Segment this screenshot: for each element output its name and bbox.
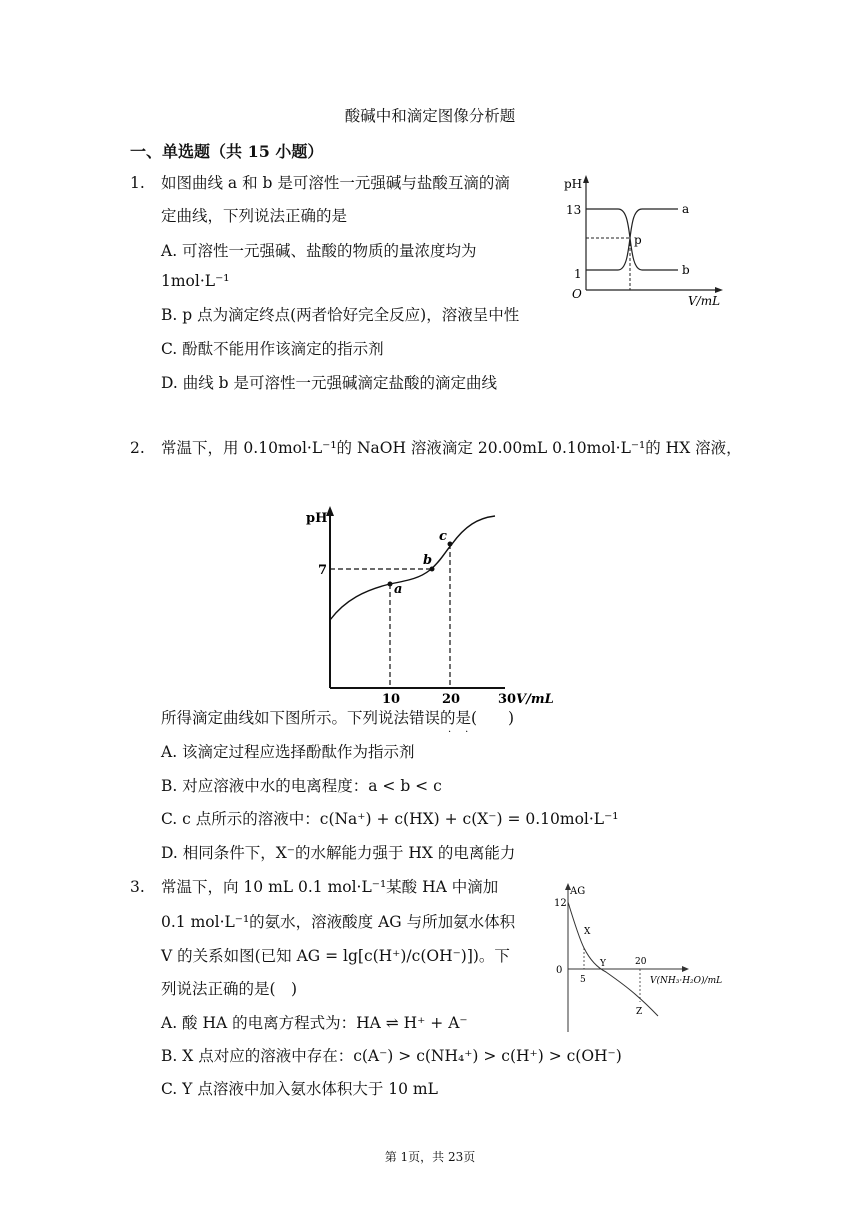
x-axis-label: V/mL xyxy=(688,294,721,307)
tick-7: 7 xyxy=(318,563,328,578)
question-stem: V 的关系如图(已知 AG = lg[c(H⁺)/c(OH⁻)])。下 xyxy=(161,947,510,965)
page-title: 酸碱中和滴定图像分析题 xyxy=(344,107,516,125)
question-number: 1. xyxy=(130,174,145,192)
point-c-label: c xyxy=(439,529,447,544)
option-a: A. 该滴定过程应选择酚酞作为指示剂 xyxy=(161,743,415,761)
curve-b xyxy=(586,238,678,270)
point-a xyxy=(388,582,393,587)
emphasis-dots: ·· xyxy=(448,727,483,738)
question-stem: 如图曲线 a 和 b 是可溶性一元强碱与盐酸互滴的滴 xyxy=(161,174,510,192)
question-stem: 列说法正确的是( ) xyxy=(161,980,298,998)
titration-graph-2 xyxy=(300,500,570,710)
curve-a xyxy=(586,209,678,238)
tick-0: 0 xyxy=(556,965,563,976)
ag-graph-3 xyxy=(550,880,735,1040)
tick-20: 20 xyxy=(442,692,461,707)
curve-a-label: a xyxy=(682,202,690,216)
page-footer: 第 1页，共 23页 xyxy=(384,1150,476,1164)
point-b-label: b xyxy=(423,553,433,568)
option-d: D. 曲线 b 是可溶性一元强碱滴定盐酸的滴定曲线 xyxy=(161,374,498,392)
option-a: A. 可溶性一元强碱、盐酸的物质的量浓度均为 xyxy=(161,242,477,260)
question-stem: 所得滴定曲线如下图所示。下列说法错误的是( ) xyxy=(161,709,515,727)
point-y-label: Y xyxy=(600,959,606,969)
option-c: C. 酚酞不能用作该滴定的指示剂 xyxy=(161,340,384,358)
tick-1: 1 xyxy=(574,267,582,281)
option-b: B. 对应溶液中水的电离程度：a < b < c xyxy=(161,777,442,795)
x-axis-label: V/mL xyxy=(516,692,554,707)
y-axis-label: pH xyxy=(306,511,328,526)
tick-12: 12 xyxy=(554,898,567,909)
option-a-cont: 1mol·L⁻¹ xyxy=(161,272,230,290)
y-axis-label: AG xyxy=(570,886,586,897)
tick-13: 13 xyxy=(566,203,582,217)
question-stem: 0.1 mol·L⁻¹的氨水，溶液酸度 AG 与所加氨水体积 xyxy=(161,913,516,931)
y-axis-label: pH xyxy=(564,177,583,191)
point-x-label: X xyxy=(584,927,591,937)
question-number: 3. xyxy=(130,878,145,896)
tick-20: 20 xyxy=(635,957,647,967)
option-d: D. 相同条件下，X⁻的水解能力强于 HX 的电离能力 xyxy=(161,844,516,862)
tick-30: 30 xyxy=(498,692,517,707)
tick-10: 10 xyxy=(382,692,401,707)
question-stem: 定曲线，下列说法正确的是 xyxy=(161,207,348,225)
point-a-label: a xyxy=(394,582,403,597)
option-c: C. Y 点溶液中加入氨水体积大于 10 mL xyxy=(161,1080,438,1098)
question-stem: 常温下，用 0.10mol·L⁻¹的 NaOH 溶液滴定 20.00mL 0.10mol·L⁻¹的 HX 溶液， xyxy=(161,439,742,457)
titration-curve xyxy=(330,516,495,620)
titration-graph-1 xyxy=(560,172,730,307)
curve-b-label: b xyxy=(682,263,690,277)
section-heading: 一、单选题（共 15 小题） xyxy=(130,142,324,161)
tick-5: 5 xyxy=(580,975,586,985)
question-number: 2. xyxy=(130,439,145,457)
origin-label: O xyxy=(572,287,582,301)
option-b: B. p 点为滴定终点(两者恰好完全反应)，溶液呈中性 xyxy=(161,306,520,324)
option-c: C. c 点所示的溶液中：c(Na⁺) + c(HX) + c(X⁻) = 0.10mol·L⁻¹ xyxy=(161,810,619,828)
point-z-label: Z xyxy=(636,1007,643,1017)
x-axis-label: V(NH₃·H₂O)/mL xyxy=(650,976,723,986)
option-b: B. X 点对应的溶液中存在：c(A⁻) > c(NH₄⁺) > c(H⁺) > c(OH⁻) xyxy=(161,1047,622,1065)
option-a: A. 酸 HA 的电离方程式为：HA ⇌ H⁺ + A⁻ xyxy=(161,1014,468,1032)
question-stem: 常温下，向 10 mL 0.1 mol·L⁻¹某酸 HA 中滴加 xyxy=(161,878,499,896)
point-c xyxy=(448,542,453,547)
point-p-label: p xyxy=(634,233,642,247)
